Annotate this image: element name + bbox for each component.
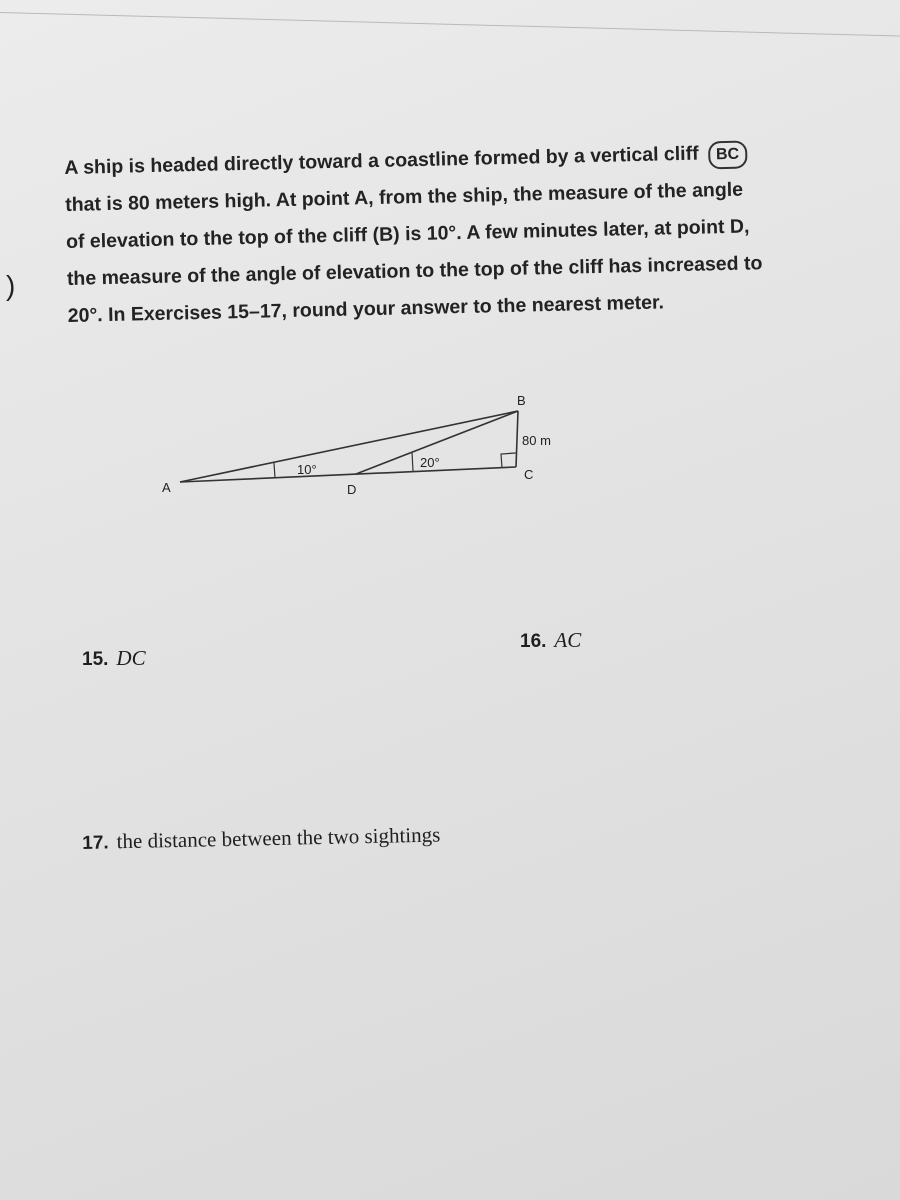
angle-d-label: 20° [420,455,440,470]
point-b-label: B [517,393,526,408]
exercise-15 [82,646,146,671]
exercise-15-number: 15. [82,649,109,670]
problem-line-4: the measure of the angle of elevation to the top of the cliff has increased to [66,252,763,290]
margin-bracket-mark: ) [6,270,16,301]
point-c-label: C [524,467,534,482]
exercise-17-number: 17. [82,832,109,854]
exercise-16-text: AC [554,628,582,652]
cliff-label-badge: BC [708,141,748,170]
problem-line-3: of elevation to the top of the cliff (B) is 10°. A few minutes later, at point D, [65,215,750,253]
exercise-16 [520,628,581,653]
problem-line-1-text: A ship is headed directly toward a coastline formed by a vertical cliff [64,142,699,179]
problem-line-5: 20°. In Exercises 15–17, round your answer to the nearest meter. [67,291,665,327]
angle-a-tick [274,463,275,478]
base-line [180,467,516,482]
point-d-label: D [347,482,357,497]
angle-d-tick [412,452,413,471]
point-a-label: A [162,480,171,495]
exercise-16-number: 16. [520,631,547,652]
right-angle-marker [501,453,516,468]
problem-line-2: that is 80 meters high. At point A, from the ship, the measure of the angle [64,178,744,216]
exercise-15-text: DC [116,646,146,670]
exercise-17 [82,823,441,855]
problem-statement [64,131,888,335]
triangle-diagram [150,385,610,510]
sightline-a-to-b [180,411,518,482]
cliff-line [516,411,518,467]
angle-a-label: 10° [297,462,317,477]
cliff-height-label: 80 m [522,433,551,448]
exercise-17-text: the distance between the two sightings [116,822,441,854]
page-top-edge-line [0,12,900,37]
